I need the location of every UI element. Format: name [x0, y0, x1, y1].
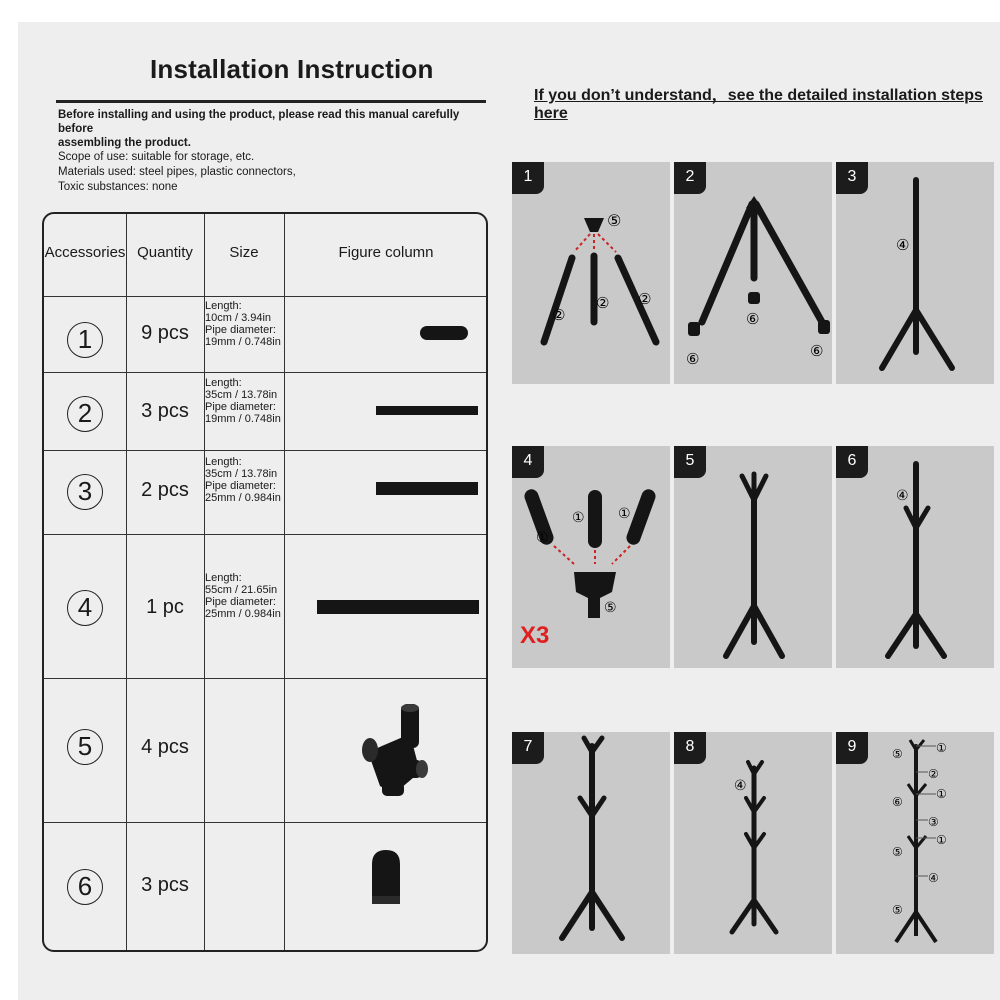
callout-1: ①	[936, 787, 947, 801]
size-length: 10cm / 3.94in	[205, 312, 272, 324]
size-label: Length:	[205, 300, 242, 312]
step-1-illustration	[512, 162, 670, 384]
size-label: Pipe diameter:	[205, 401, 276, 413]
callout-3: ③	[928, 815, 939, 829]
row-divider	[44, 372, 486, 373]
callout-4: ④	[896, 488, 909, 504]
step-panel-1	[512, 162, 670, 384]
row-divider	[44, 296, 486, 297]
step-6-illustration	[836, 446, 994, 668]
part-number-6: 6	[67, 869, 103, 905]
size-label: Pipe diameter:	[205, 324, 276, 336]
part-number-2: 2	[67, 396, 103, 432]
callout-2: ②	[596, 294, 610, 312]
size-1	[205, 300, 281, 348]
part-number-3: 3	[67, 474, 103, 510]
step-9-illustration	[836, 732, 994, 954]
step-panel-7	[512, 732, 670, 954]
size-label: Length:	[205, 377, 242, 389]
step-panel-4	[512, 446, 670, 668]
size-2	[205, 377, 281, 425]
size-length: 55cm / 21.65in	[205, 584, 278, 596]
step-2-illustration	[674, 162, 832, 384]
step-5-illustration	[674, 446, 832, 668]
part-number-5: 5	[67, 729, 103, 765]
step-panel-2	[674, 162, 832, 384]
step-7-illustration	[512, 732, 670, 954]
intro-line-2: assembling the product.	[58, 137, 191, 149]
step-panel-9	[836, 732, 994, 954]
scope-of-use: Scope of use: suitable for storage, etc.	[58, 151, 255, 163]
callout-1: ①	[936, 741, 947, 755]
part-number-4: 4	[67, 590, 103, 626]
intro-line-1: Before installing and using the product, please read this manual carefully before	[58, 109, 460, 135]
callout-1: ①	[536, 530, 549, 546]
step-panel-3	[836, 162, 994, 384]
row-divider	[44, 822, 486, 823]
product-info	[58, 150, 296, 195]
callout-1: ①	[618, 506, 631, 522]
callout-4: ④	[734, 778, 747, 794]
steps-heading: If you don’t understand，see the detailed installation steps here	[534, 87, 983, 122]
header-size: Size	[229, 244, 259, 261]
step-3-illustration	[836, 162, 994, 384]
size-diameter: 25mm / 0.984in	[205, 492, 281, 504]
short-pipe-figure	[416, 320, 476, 346]
callout-2: ②	[638, 290, 652, 308]
callout-6: ⑥	[746, 310, 760, 328]
thick-pipe-figure	[374, 480, 484, 498]
size-length: 35cm / 13.78in	[205, 389, 278, 401]
step-number-9: 9	[836, 732, 868, 764]
callout-6: ⑥	[810, 342, 824, 360]
connector-figure	[354, 702, 434, 798]
part-number-1: 1	[67, 322, 103, 358]
foot-cap-figure	[366, 848, 406, 910]
row-divider	[44, 450, 486, 451]
callout-5: ⑤	[607, 211, 622, 230]
row-divider	[44, 534, 486, 535]
size-diameter: 19mm / 0.748in	[205, 413, 281, 425]
accessories-table	[42, 212, 488, 952]
step-panel-8	[674, 732, 832, 954]
callout-6: ⑥	[892, 795, 903, 809]
step-number-3: 3	[836, 162, 868, 194]
step-number-2: 2	[674, 162, 706, 194]
size-label: Length:	[205, 572, 242, 584]
size-3	[205, 456, 281, 504]
quantity-1: 9 pcs	[141, 322, 189, 344]
step-panel-6	[836, 446, 994, 668]
step-panel-5	[674, 446, 832, 668]
header-accessories: Accessories	[44, 244, 126, 261]
callout-1: ①	[572, 510, 585, 526]
size-diameter: 25mm / 0.984in	[205, 608, 281, 620]
row-divider	[44, 678, 486, 679]
callout-4: ④	[928, 871, 939, 885]
quantity-4: 1 pc	[146, 596, 184, 618]
title-divider	[56, 100, 486, 103]
callout-6: ⑥	[686, 350, 700, 368]
callout-5: ⑤	[892, 903, 903, 917]
page-title: Installation Instruction	[150, 54, 434, 84]
callout-2: ②	[552, 306, 566, 324]
thin-pipe-figure	[374, 404, 484, 418]
quantity-3: 2 pcs	[141, 479, 189, 501]
size-label: Pipe diameter:	[205, 480, 276, 492]
callout-5: ⑤	[892, 845, 903, 859]
intro-text	[58, 108, 488, 150]
callout-2: ②	[928, 767, 939, 781]
header-figure: Figure column	[338, 244, 434, 261]
step-number-5: 5	[674, 446, 706, 478]
step-number-8: 8	[674, 732, 706, 764]
quantity-2: 3 pcs	[141, 400, 189, 422]
toxic-substances: Toxic substances: none	[58, 181, 178, 193]
step-8-illustration	[674, 732, 832, 954]
step-number-1: 1	[512, 162, 544, 194]
header-quantity: Quantity	[137, 244, 193, 261]
repeat-count-label: X3	[520, 622, 550, 649]
quantity-5: 4 pcs	[141, 736, 189, 758]
quantity-6: 3 pcs	[141, 874, 189, 896]
size-4	[205, 572, 281, 620]
materials-used: Materials used: steel pipes, plastic connectors,	[58, 166, 296, 178]
callout-1: ①	[936, 833, 947, 847]
step-number-4: 4	[512, 446, 544, 478]
long-pipe-figure	[314, 598, 484, 616]
step-number-6: 6	[836, 446, 868, 478]
size-diameter: 19mm / 0.748in	[205, 336, 281, 348]
callout-5: ⑤	[604, 600, 617, 616]
callout-4: ④	[896, 236, 910, 254]
size-length: 35cm / 13.78in	[205, 468, 278, 480]
step-number-7: 7	[512, 732, 544, 764]
callout-5: ⑤	[892, 747, 903, 761]
size-label: Length:	[205, 456, 242, 468]
column-divider	[284, 214, 285, 950]
size-label: Pipe diameter:	[205, 596, 276, 608]
